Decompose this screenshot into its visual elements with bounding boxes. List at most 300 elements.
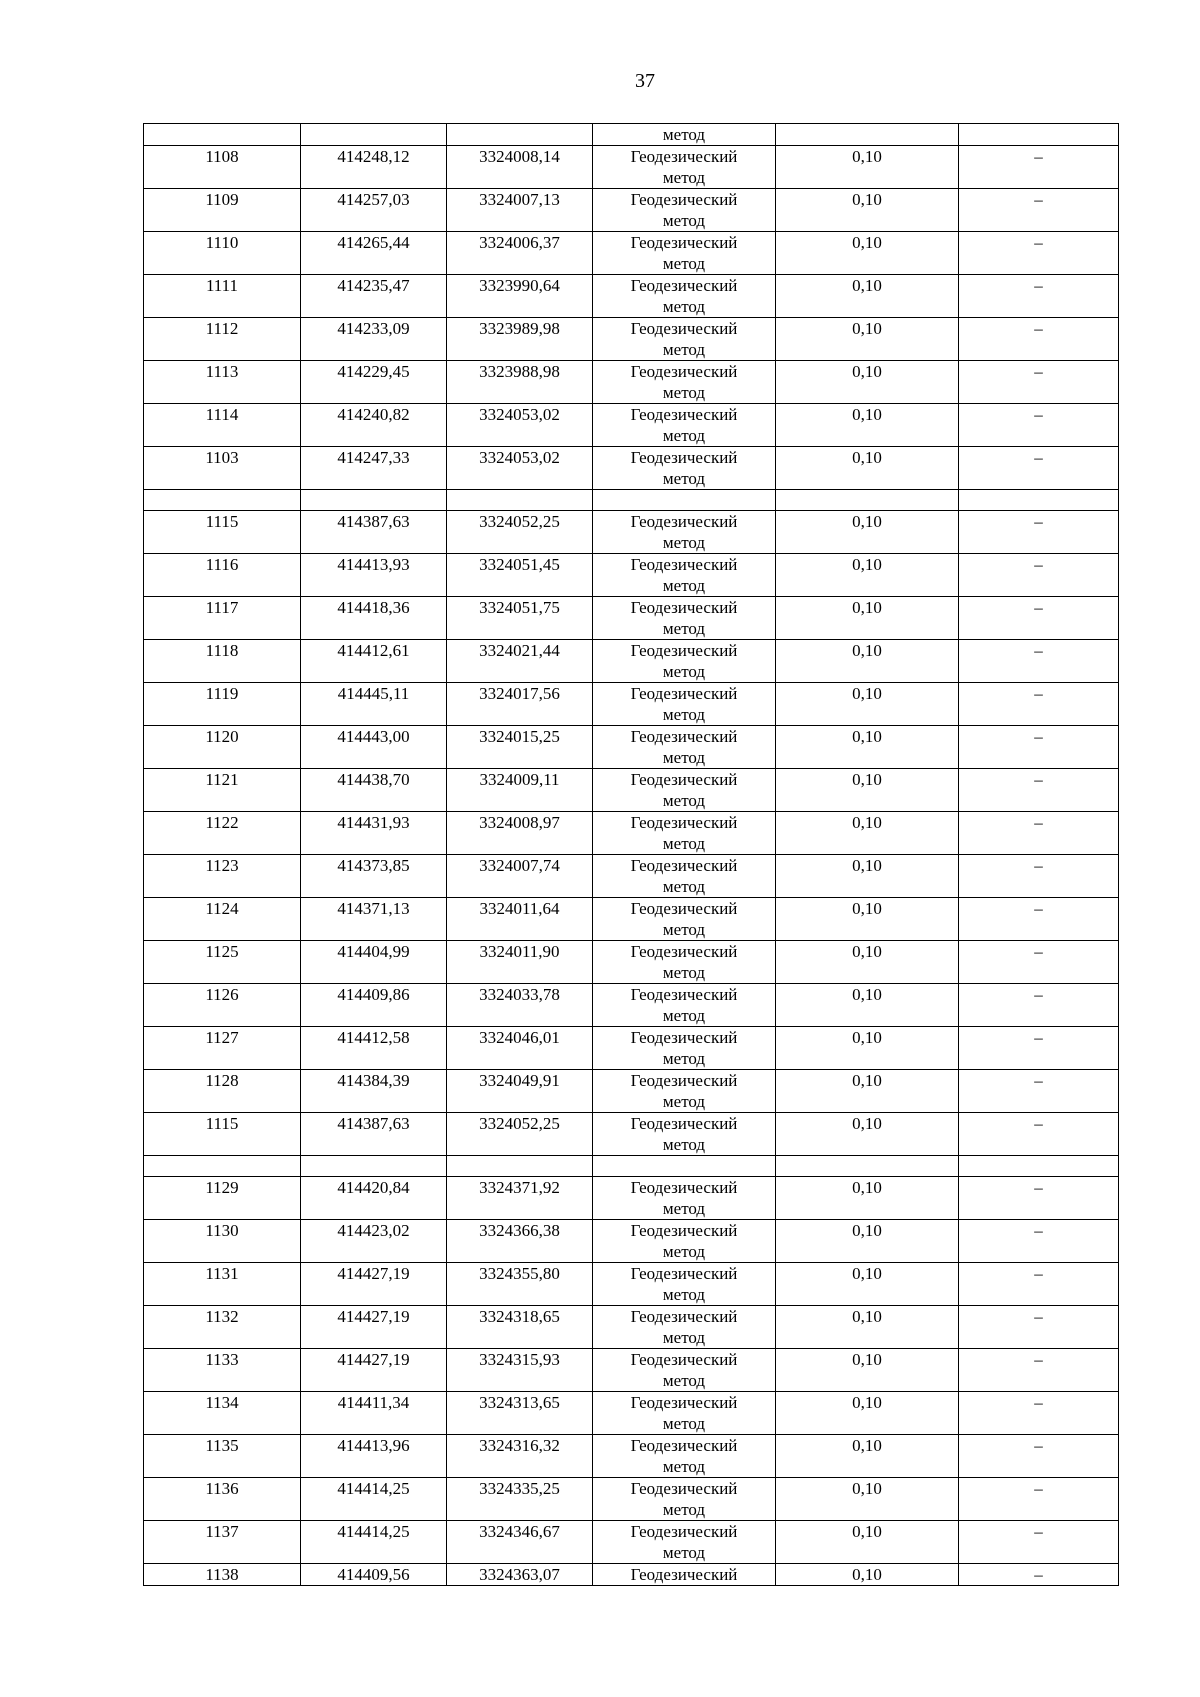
- method-word-2: метод: [662, 920, 706, 939]
- table-row: [144, 597, 1119, 640]
- note-cell: –: [959, 275, 1119, 318]
- method-word-1: Геодезический: [630, 555, 738, 574]
- note-cell: –: [959, 1521, 1119, 1564]
- table-row: [144, 189, 1119, 232]
- method-cell: [593, 898, 776, 941]
- y-coordinate-cell: 3324011,90: [447, 941, 593, 984]
- point-number-cell: 1123: [144, 855, 301, 898]
- note-cell: –: [959, 984, 1119, 1027]
- x-coordinate-cell: 414248,12: [301, 146, 447, 189]
- method-word-2: метод: [662, 254, 706, 273]
- table-cell: [301, 490, 447, 511]
- x-coordinate-cell: 414373,85: [301, 855, 447, 898]
- y-coordinate-cell: 3324017,56: [447, 683, 593, 726]
- x-coordinate-cell: 414247,33: [301, 447, 447, 490]
- method-cell: [593, 726, 776, 769]
- y-coordinate-cell: 3324051,45: [447, 554, 593, 597]
- note-cell: –: [959, 1177, 1119, 1220]
- x-coordinate-cell: 414445,11: [301, 683, 447, 726]
- method-word-2: метод: [662, 834, 706, 853]
- x-coordinate-cell: 414413,96: [301, 1435, 447, 1478]
- x-coordinate-cell: 414427,19: [301, 1263, 447, 1306]
- note-cell: –: [959, 1306, 1119, 1349]
- x-coordinate-cell: 414431,93: [301, 812, 447, 855]
- accuracy-cell: 0,10: [776, 597, 959, 640]
- x-coordinate-cell: 414387,63: [301, 1113, 447, 1156]
- method-word-1: Геодезический: [630, 727, 738, 746]
- method-word-1: Геодезический: [630, 512, 738, 531]
- table-row: [144, 1220, 1119, 1263]
- table-row: [144, 1263, 1119, 1306]
- accuracy-cell: 0,10: [776, 855, 959, 898]
- method-word-1: Геодезический: [630, 1479, 738, 1498]
- accuracy-cell: 0,10: [776, 511, 959, 554]
- method-cell: [593, 318, 776, 361]
- method-word-2: метод: [662, 1371, 706, 1390]
- accuracy-cell: 0,10: [776, 640, 959, 683]
- table-row: [144, 1070, 1119, 1113]
- note-cell: –: [959, 683, 1119, 726]
- x-coordinate-cell: 414384,39: [301, 1070, 447, 1113]
- method-cell: [593, 146, 776, 189]
- table-cell: [447, 490, 593, 511]
- method-word-1: Геодезический: [630, 319, 738, 338]
- method-word-1: Геодезический: [630, 1522, 738, 1541]
- method-word-1: Геодезический: [630, 856, 738, 875]
- method-cell: [593, 275, 776, 318]
- point-number-cell: 1126: [144, 984, 301, 1027]
- accuracy-cell: 0,10: [776, 275, 959, 318]
- x-coordinate-cell: 414235,47: [301, 275, 447, 318]
- y-coordinate-cell: 3324313,65: [447, 1392, 593, 1435]
- table-row: [144, 855, 1119, 898]
- accuracy-cell: 0,10: [776, 1177, 959, 1220]
- table-cell: [593, 490, 776, 511]
- point-number-cell: 1137: [144, 1521, 301, 1564]
- method-word-1: Геодезический: [630, 1436, 738, 1455]
- point-number-cell: 1128: [144, 1070, 301, 1113]
- method-word-1: Геодезический: [630, 641, 738, 660]
- x-coordinate-cell: 414412,58: [301, 1027, 447, 1070]
- note-cell: –: [959, 1263, 1119, 1306]
- method-word-1: Геодезический: [630, 1114, 738, 1133]
- method-cell: [593, 1177, 776, 1220]
- method-word-2: метод: [662, 1285, 706, 1304]
- table-row: [144, 146, 1119, 189]
- point-number-cell: 1133: [144, 1349, 301, 1392]
- y-coordinate-cell: 3324371,92: [447, 1177, 593, 1220]
- x-coordinate-cell: 414409,56: [301, 1564, 447, 1586]
- separator-row: [144, 490, 1119, 511]
- method-cell: [593, 1070, 776, 1113]
- x-coordinate-cell: 414443,00: [301, 726, 447, 769]
- method-word-2: метод: [662, 383, 706, 402]
- point-number-cell: 1131: [144, 1263, 301, 1306]
- note-cell: –: [959, 318, 1119, 361]
- table-cell: [959, 490, 1119, 511]
- note-cell: –: [959, 232, 1119, 275]
- method-cell: [593, 404, 776, 447]
- method-cell: [593, 189, 776, 232]
- point-number-cell: 1116: [144, 554, 301, 597]
- method-word-2: метод: [662, 533, 706, 552]
- coordinates-table: [143, 123, 1119, 1586]
- table-row: [144, 1113, 1119, 1156]
- method-word-1: Геодезический: [630, 1028, 738, 1047]
- accuracy-cell: 0,10: [776, 554, 959, 597]
- table-row: [144, 1564, 1119, 1586]
- point-number-cell: 1115: [144, 1113, 301, 1156]
- accuracy-cell: 0,10: [776, 984, 959, 1027]
- method-word-1: Геодезический: [630, 684, 738, 703]
- accuracy-cell: 0,10: [776, 1263, 959, 1306]
- accuracy-cell: 0,10: [776, 404, 959, 447]
- y-coordinate-cell: 3324052,25: [447, 1113, 593, 1156]
- note-cell: –: [959, 447, 1119, 490]
- y-coordinate-cell: 3324318,65: [447, 1306, 593, 1349]
- accuracy-cell: 0,10: [776, 1113, 959, 1156]
- method-cell: [593, 511, 776, 554]
- y-coordinate-cell: 3324006,37: [447, 232, 593, 275]
- x-coordinate-cell: 414413,93: [301, 554, 447, 597]
- table-cell: [144, 1156, 301, 1177]
- y-coordinate-cell: 3324015,25: [447, 726, 593, 769]
- method-cell: Геодезический: [593, 1564, 776, 1586]
- note-cell: –: [959, 189, 1119, 232]
- method-word-2: метод: [662, 1328, 706, 1347]
- method-word-1: Геодезический: [630, 362, 738, 381]
- method-cell: [593, 361, 776, 404]
- note-cell: –: [959, 812, 1119, 855]
- table-cell: [593, 1156, 776, 1177]
- table-row: [144, 898, 1119, 941]
- y-coordinate-cell: 3324366,38: [447, 1220, 593, 1263]
- method-word-2: метод: [662, 1500, 706, 1519]
- accuracy-cell: 0,10: [776, 769, 959, 812]
- method-cell: [593, 1392, 776, 1435]
- method-cell: [593, 447, 776, 490]
- note-cell: –: [959, 511, 1119, 554]
- y-coordinate-cell: 3324021,44: [447, 640, 593, 683]
- point-number-cell: 1136: [144, 1478, 301, 1521]
- method-word-2: метод: [662, 1414, 706, 1433]
- point-number-cell: 1109: [144, 189, 301, 232]
- point-number-cell: 1113: [144, 361, 301, 404]
- table-cell: [447, 124, 593, 146]
- note-cell: –: [959, 1027, 1119, 1070]
- separator-row: [144, 1156, 1119, 1177]
- table-row: [144, 404, 1119, 447]
- method-word-2: метод: [662, 877, 706, 896]
- x-coordinate-cell: 414427,19: [301, 1349, 447, 1392]
- x-coordinate-cell: 414387,63: [301, 511, 447, 554]
- method-cell: [593, 812, 776, 855]
- accuracy-cell: 0,10: [776, 361, 959, 404]
- note-cell: –: [959, 1392, 1119, 1435]
- table-row: [144, 640, 1119, 683]
- method-cell: [593, 769, 776, 812]
- note-cell: –: [959, 855, 1119, 898]
- method-word-1: Геодезический: [630, 598, 738, 617]
- table-cell: [776, 1156, 959, 1177]
- table-row: [144, 1177, 1119, 1220]
- y-coordinate-cell: 3323989,98: [447, 318, 593, 361]
- method-word-2: метод: [662, 1135, 706, 1154]
- table-cell: [959, 1156, 1119, 1177]
- accuracy-cell: 0,10: [776, 812, 959, 855]
- table-row: [144, 1027, 1119, 1070]
- method-cell: [593, 855, 776, 898]
- x-coordinate-cell: 414240,82: [301, 404, 447, 447]
- y-coordinate-cell: 3324046,01: [447, 1027, 593, 1070]
- y-coordinate-cell: 3324009,11: [447, 769, 593, 812]
- point-number-cell: 1125: [144, 941, 301, 984]
- y-coordinate-cell: 3324051,75: [447, 597, 593, 640]
- point-number-cell: 1121: [144, 769, 301, 812]
- note-cell: –: [959, 1478, 1119, 1521]
- y-coordinate-cell: 3324053,02: [447, 447, 593, 490]
- accuracy-cell: 0,10: [776, 146, 959, 189]
- y-coordinate-cell: 3324316,32: [447, 1435, 593, 1478]
- y-coordinate-cell: 3324052,25: [447, 511, 593, 554]
- accuracy-cell: 0,10: [776, 1392, 959, 1435]
- note-cell: –: [959, 898, 1119, 941]
- table-row: [144, 984, 1119, 1027]
- accuracy-cell: 0,10: [776, 1027, 959, 1070]
- table-row: [144, 318, 1119, 361]
- method-word-2: метод: [662, 748, 706, 767]
- y-coordinate-cell: 3324049,91: [447, 1070, 593, 1113]
- point-number-cell: 1129: [144, 1177, 301, 1220]
- note-cell: –: [959, 404, 1119, 447]
- x-coordinate-cell: 414427,19: [301, 1306, 447, 1349]
- note-cell: –: [959, 1070, 1119, 1113]
- table-cell: [776, 490, 959, 511]
- table-row: [144, 232, 1119, 275]
- point-number-cell: 1114: [144, 404, 301, 447]
- x-coordinate-cell: 414420,84: [301, 1177, 447, 1220]
- method-word-1: Геодезический: [630, 1221, 738, 1240]
- table-row: [144, 1521, 1119, 1564]
- x-coordinate-cell: 414414,25: [301, 1478, 447, 1521]
- method-word-1: Геодезический: [630, 405, 738, 424]
- point-number-cell: 1111: [144, 275, 301, 318]
- table-row: [144, 812, 1119, 855]
- table-row: [144, 1349, 1119, 1392]
- method-word-1: Геодезический: [630, 147, 738, 166]
- table-cell: [301, 1156, 447, 1177]
- accuracy-cell: 0,10: [776, 1521, 959, 1564]
- table-row: [144, 511, 1119, 554]
- table-row: [144, 554, 1119, 597]
- method-word-2: метод: [662, 340, 706, 359]
- accuracy-cell: 0,10: [776, 1220, 959, 1263]
- method-cell: [593, 597, 776, 640]
- table-cell: [447, 1156, 593, 1177]
- method-word-1: Геодезический: [630, 1393, 738, 1412]
- method-cell: [593, 1113, 776, 1156]
- point-number-cell: 1118: [144, 640, 301, 683]
- note-cell: –: [959, 597, 1119, 640]
- accuracy-cell: 0,10: [776, 189, 959, 232]
- page-number: 37: [635, 70, 655, 92]
- accuracy-cell: 0,10: [776, 232, 959, 275]
- method-cell: [593, 1220, 776, 1263]
- note-cell: –: [959, 361, 1119, 404]
- table-cell: метод: [593, 124, 776, 146]
- note-cell: –: [959, 1564, 1119, 1586]
- point-number-cell: 1124: [144, 898, 301, 941]
- y-coordinate-cell: 3324053,02: [447, 404, 593, 447]
- note-cell: –: [959, 640, 1119, 683]
- note-cell: –: [959, 146, 1119, 189]
- point-number-cell: 1138: [144, 1564, 301, 1586]
- note-cell: –: [959, 1220, 1119, 1263]
- method-word-1: Геодезический: [630, 1071, 738, 1090]
- table-row: [144, 447, 1119, 490]
- method-word-2: метод: [662, 426, 706, 445]
- method-word-2: метод: [662, 297, 706, 316]
- method-word-2: метод: [662, 1092, 706, 1111]
- x-coordinate-cell: 414414,25: [301, 1521, 447, 1564]
- method-cell: [593, 1478, 776, 1521]
- method-word-2: метод: [662, 1006, 706, 1025]
- method-cell: [593, 1306, 776, 1349]
- table-row: [144, 941, 1119, 984]
- x-coordinate-cell: 414409,86: [301, 984, 447, 1027]
- method-word-2: метод: [662, 1457, 706, 1476]
- y-coordinate-cell: 3324363,07: [447, 1564, 593, 1586]
- note-cell: –: [959, 941, 1119, 984]
- method-word-2: метод: [662, 619, 706, 638]
- point-number-cell: 1120: [144, 726, 301, 769]
- accuracy-cell: 0,10: [776, 683, 959, 726]
- accuracy-cell: 0,10: [776, 1564, 959, 1586]
- table-row: [144, 769, 1119, 812]
- method-word-2: метод: [662, 211, 706, 230]
- x-coordinate-cell: 414229,45: [301, 361, 447, 404]
- table-cell: [301, 124, 447, 146]
- note-cell: –: [959, 726, 1119, 769]
- x-coordinate-cell: 414265,44: [301, 232, 447, 275]
- method-word-1: Геодезический: [630, 233, 738, 252]
- x-coordinate-cell: 414233,09: [301, 318, 447, 361]
- y-coordinate-cell: 3323988,98: [447, 361, 593, 404]
- method-cell: [593, 554, 776, 597]
- method-word-2: метод: [662, 469, 706, 488]
- accuracy-cell: 0,10: [776, 1306, 959, 1349]
- method-word-1: Геодезический: [630, 1307, 738, 1326]
- method-word-2: метод: [662, 963, 706, 982]
- method-word-1: Геодезический: [630, 985, 738, 1004]
- method-word-1: Геодезический: [630, 190, 738, 209]
- x-coordinate-cell: 414438,70: [301, 769, 447, 812]
- table-cell: [776, 124, 959, 146]
- method-cell: [593, 941, 776, 984]
- y-coordinate-cell: 3324011,64: [447, 898, 593, 941]
- method-word-1: Геодезический: [630, 1178, 738, 1197]
- y-coordinate-cell: 3324007,74: [447, 855, 593, 898]
- note-cell: –: [959, 1349, 1119, 1392]
- method-word-2: метод: [662, 1242, 706, 1261]
- y-coordinate-cell: 3324008,97: [447, 812, 593, 855]
- point-number-cell: 1110: [144, 232, 301, 275]
- method-word-2: метод: [662, 791, 706, 810]
- point-number-cell: 1115: [144, 511, 301, 554]
- accuracy-cell: 0,10: [776, 1349, 959, 1392]
- point-number-cell: 1134: [144, 1392, 301, 1435]
- x-coordinate-cell: 414412,61: [301, 640, 447, 683]
- x-coordinate-cell: 414418,36: [301, 597, 447, 640]
- method-word-1: Геодезический: [630, 276, 738, 295]
- method-word-2: метод: [662, 1199, 706, 1218]
- method-cell: [593, 683, 776, 726]
- y-coordinate-cell: 3324346,67: [447, 1521, 593, 1564]
- y-coordinate-cell: 3324033,78: [447, 984, 593, 1027]
- point-number-cell: 1127: [144, 1027, 301, 1070]
- point-number-cell: 1122: [144, 812, 301, 855]
- method-cell: [593, 640, 776, 683]
- method-word-2: метод: [662, 662, 706, 681]
- point-number-cell: 1132: [144, 1306, 301, 1349]
- y-coordinate-cell: 3324355,80: [447, 1263, 593, 1306]
- method-cell: [593, 1263, 776, 1306]
- table-row: [144, 361, 1119, 404]
- note-cell: –: [959, 554, 1119, 597]
- method-word-2: метод: [662, 705, 706, 724]
- method-word-1: Геодезический: [630, 899, 738, 918]
- accuracy-cell: 0,10: [776, 898, 959, 941]
- x-coordinate-cell: 414257,03: [301, 189, 447, 232]
- method-word-2: метод: [662, 1543, 706, 1562]
- point-number-cell: 1112: [144, 318, 301, 361]
- y-coordinate-cell: 3324335,25: [447, 1478, 593, 1521]
- point-number-cell: 1103: [144, 447, 301, 490]
- note-cell: –: [959, 769, 1119, 812]
- table-row: [144, 275, 1119, 318]
- table-cell: [144, 124, 301, 146]
- method-word-2: метод: [662, 576, 706, 595]
- note-cell: –: [959, 1113, 1119, 1156]
- y-coordinate-cell: 3324008,14: [447, 146, 593, 189]
- point-number-cell: 1119: [144, 683, 301, 726]
- method-word-1: Геодезический: [630, 1350, 738, 1369]
- method-word-1: Геодезический: [630, 1264, 738, 1283]
- point-number-cell: 1130: [144, 1220, 301, 1263]
- accuracy-cell: 0,10: [776, 447, 959, 490]
- x-coordinate-cell: 414411,34: [301, 1392, 447, 1435]
- y-coordinate-cell: 3324007,13: [447, 189, 593, 232]
- method-cell: [593, 1349, 776, 1392]
- table-row: [144, 726, 1119, 769]
- table-row: [144, 1478, 1119, 1521]
- method-word-2: метод: [662, 168, 706, 187]
- table-row: [144, 1306, 1119, 1349]
- accuracy-cell: 0,10: [776, 726, 959, 769]
- accuracy-cell: 0,10: [776, 1435, 959, 1478]
- x-coordinate-cell: 414404,99: [301, 941, 447, 984]
- table-row: [144, 1392, 1119, 1435]
- note-cell: –: [959, 1435, 1119, 1478]
- table-cell: [144, 490, 301, 511]
- point-number-cell: 1135: [144, 1435, 301, 1478]
- method-cell: [593, 1435, 776, 1478]
- method-cell: [593, 232, 776, 275]
- accuracy-cell: 0,10: [776, 318, 959, 361]
- x-coordinate-cell: 414423,02: [301, 1220, 447, 1263]
- table-row: [144, 1435, 1119, 1478]
- method-word-1: Геодезический: [630, 813, 738, 832]
